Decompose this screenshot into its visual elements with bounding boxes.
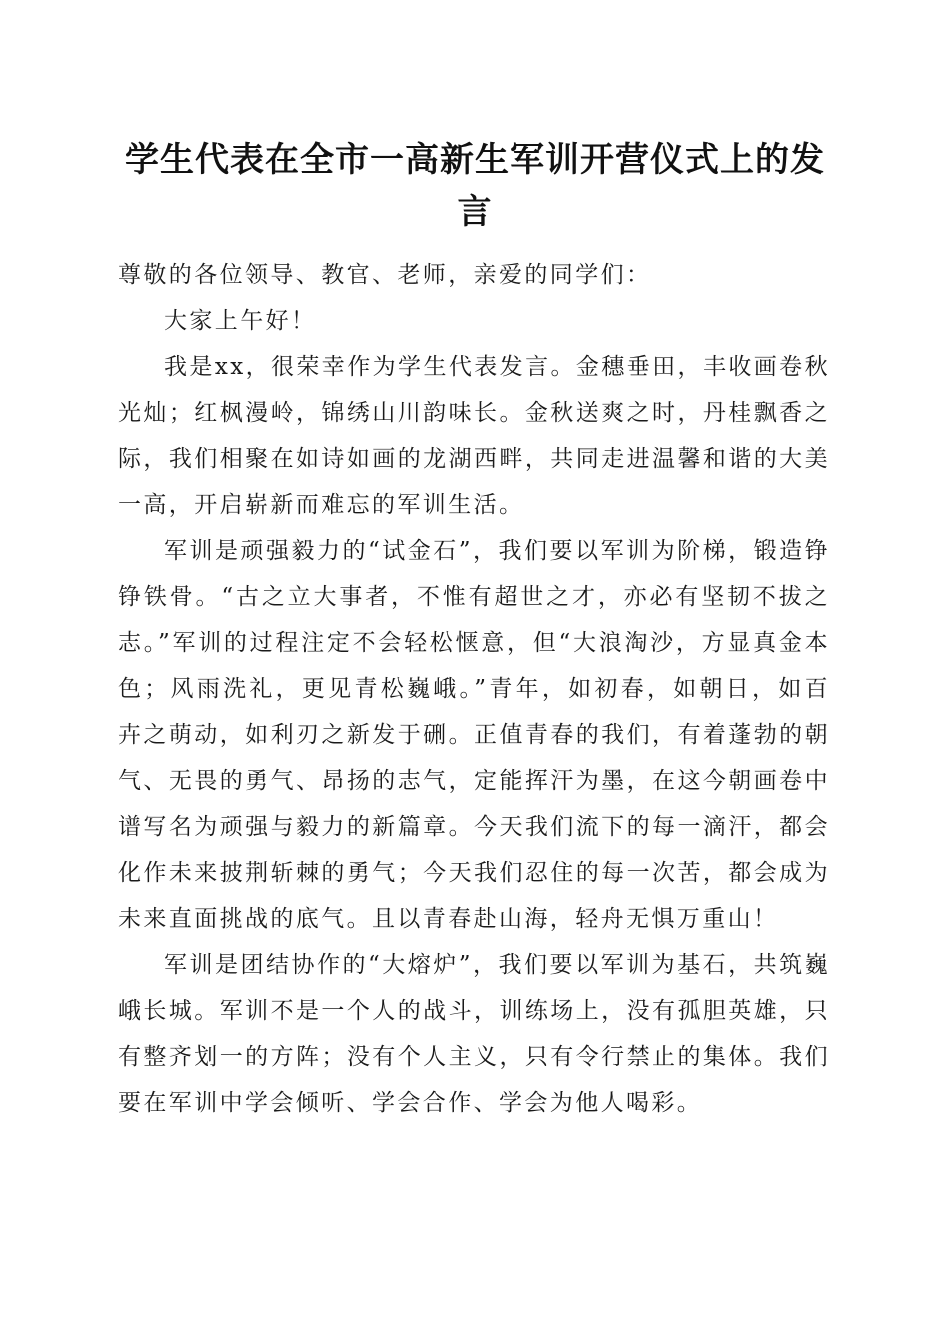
paragraph-introduction: 我是xx，很荣幸作为学生代表发言。金穗垂田，丰收画卷秋光灿；红枫漫岭，锦绣山川韵味长。金秋送爽之时，丹桂飘香之际，我们相聚在如诗如画的龙湖西畔，共同走进温馨和谐的大美一高，开启崭新而难忘的军训生活。 bbox=[118, 354, 830, 518]
paragraph-perseverance: 军训是顽强毅力的“试金石”，我们要以军训为阶梯，锻造铮铮铁骨。“古之立大事者，不惟有超世之才，亦必有坚韧不拔之志。”军训的过程注定不会轻松惬意，但“大浪淘沙，方显真金本色；风雨洗礼，更见青松巍峨。”青年，如初春，如朝日，如百卉之萌动，如利刃之新发于硎。正值青春的我们，有着蓬勃的朝气、无畏的勇气、昂扬的志气，定能挥汗为墨，在这今朝画卷中谱写名为顽强与毅力的新篇章。今天我们流下的每一滴汗，都会化作未来披荆斩棘的勇气；今天我们忍住的每一次苦，都会成为未来直面挑战的底气。且以青春赴山海，轻舟无惧万重山！ bbox=[118, 538, 830, 932]
salutation: 尊敬的各位领导、教官、老师，亲爱的同学们： bbox=[118, 262, 652, 288]
paragraph-teamwork: 军训是团结协作的“大熔炉”，我们要以军训为基石，共筑巍峨长城。军训不是一个人的战斗，训练场上，没有孤胆英雄，只有整齐划一的方阵；没有个人主义，只有令行禁止的集体。我们要在军训中学会倾听、学会合作、学会为他人喝彩。 bbox=[118, 952, 830, 1116]
greeting: 大家上午好！ bbox=[164, 308, 317, 334]
document-body bbox=[118, 252, 830, 1126]
document-title: 学生代表在全市一高新生军训开营仪式上的发言 bbox=[125, 140, 825, 232]
